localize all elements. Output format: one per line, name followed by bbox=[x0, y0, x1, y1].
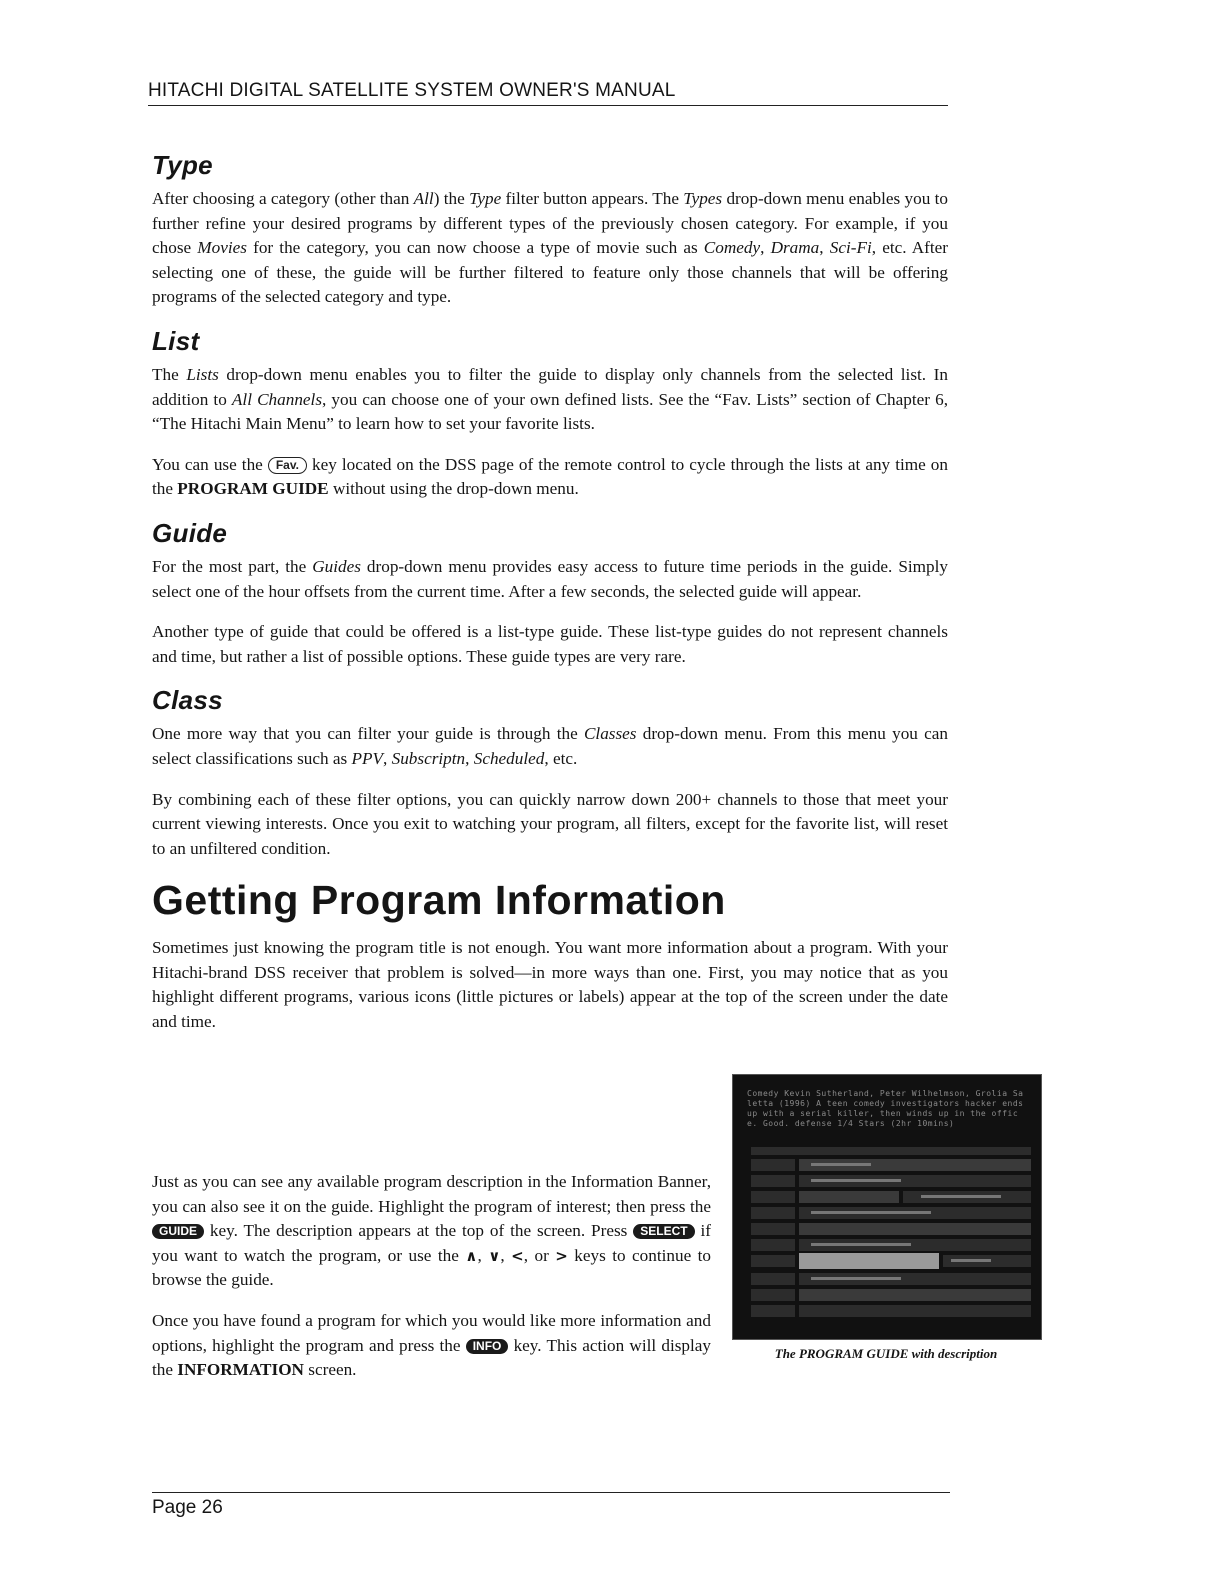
left-arrow-icon: < bbox=[511, 1246, 524, 1265]
page-title: Getting Program Information bbox=[152, 877, 726, 924]
info-text-column bbox=[152, 936, 948, 1034]
program-guide-screenshot bbox=[732, 1074, 1042, 1340]
info-paragraph-3: Once you have found a program for which you would like more information and options, highlight the program and press the INFO key. This action will display the INFORMATION screen. bbox=[152, 1310, 711, 1380]
info-left-block bbox=[152, 1170, 711, 1399]
info-key-icon: INFO bbox=[466, 1339, 509, 1354]
section-heading-guide: Guide bbox=[152, 517, 228, 548]
guide-key-icon: GUIDE bbox=[152, 1224, 204, 1239]
info-paragraph-1: Sometimes just knowing the program title is not enough. You want more information about a program. With your Hitachi-brand DSS receiver that problem is solved—in more ways than one. First, you may notice that as you highlight different programs, various icons (little pictures or labels) appear at the top of the screen under the date and time. bbox=[152, 938, 948, 1032]
guide-description-text: Comedy Kevin Sutherland, Peter Wilhelmson, Grolia Saletta (1996) A teen comedy investigators hacker ends up with a serial killer, then winds up in the office. Good. defense 1/4 Stars (2hr 10mins) bbox=[747, 1089, 1024, 1128]
info-columns bbox=[152, 936, 948, 1034]
info-paragraph-2: Just as you can see any available program description in the Information Banner, you can also see it on the guide. Highlight the program of interest; then press the GUIDE key. The description appears at the top of the screen. Press SELECT if you want to watch the program, or use the ∧, ∨, <, or > keys to continue to browse the guide. bbox=[152, 1172, 712, 1290]
running-header: HITACHI DIGITAL SATELLITE SYSTEM OWNER'S MANUAL bbox=[148, 80, 948, 106]
page-content bbox=[152, 150, 948, 1035]
section-heading-type: Type bbox=[152, 150, 213, 180]
fav-key-icon: Fav. bbox=[268, 457, 307, 474]
section-heading-list: List bbox=[152, 325, 200, 356]
down-arrow-icon: ∨ bbox=[488, 1246, 501, 1265]
right-arrow-icon: > bbox=[555, 1246, 568, 1265]
list-paragraph-2: You can use the Fav. key located on the DSS page of the remote control to cycle through the lists at any time on the PROGRAM GUIDE without using the drop-down menu. bbox=[152, 454, 948, 499]
guide-grid bbox=[751, 1147, 1031, 1331]
type-paragraph: After choosing a category (other than All) the Type filter button appears. The Types drop-down menu enables you to further refine your desired programs by different types of the previously chosen category. For example, if you chose Movies for the category, you can now choose a type of movie such as Comedy, Drama, Sci-Fi, etc. After selecting one of these, the guide will be further filtered to feature only those channels that will be offering programs of the selected category and type. bbox=[152, 189, 948, 307]
class-paragraph-2: By combining each of these filter options, you can quickly narrow down 200+ channels to those that meet your current viewing interests. Once you exit to watching your program, all filters, except for the favorite list, will reset to an unfiltered condition. bbox=[152, 789, 948, 858]
page-footer: Page 26 bbox=[152, 1492, 950, 1519]
program-guide-figure bbox=[732, 1074, 1040, 1362]
guide-paragraph-1: For the most part, the Guides drop-down menu provides easy access to future time periods in the guide. Simply select one of the hour offsets from the current time. After a few seconds, the selected guide will appear. bbox=[152, 556, 948, 601]
list-paragraph-1: The Lists drop-down menu enables you to filter the guide to display only channels from the selected list. In addition to All Channels, you can choose one of your own defined lists. See the “Fav. Lists” section of Chapter 6, “The Hitachi Main Menu” to learn how to set your favorite lists. bbox=[152, 364, 948, 434]
select-key-icon: SELECT bbox=[633, 1224, 694, 1239]
figure-caption: The PROGRAM GUIDE with description bbox=[774, 1346, 998, 1361]
up-arrow-icon: ∧ bbox=[465, 1246, 478, 1265]
class-paragraph-1: One more way that you can filter your guide is through the Classes drop-down menu. From this menu you can select classifications such as PPV, Subscriptn, Scheduled, etc. bbox=[152, 724, 948, 768]
guide-paragraph-2: Another type of guide that could be offered is a list-type guide. These list-type guides do not represent channels and time, but rather a list of possible options. These guide types are very rare. bbox=[152, 622, 948, 666]
section-heading-class: Class bbox=[152, 685, 223, 716]
